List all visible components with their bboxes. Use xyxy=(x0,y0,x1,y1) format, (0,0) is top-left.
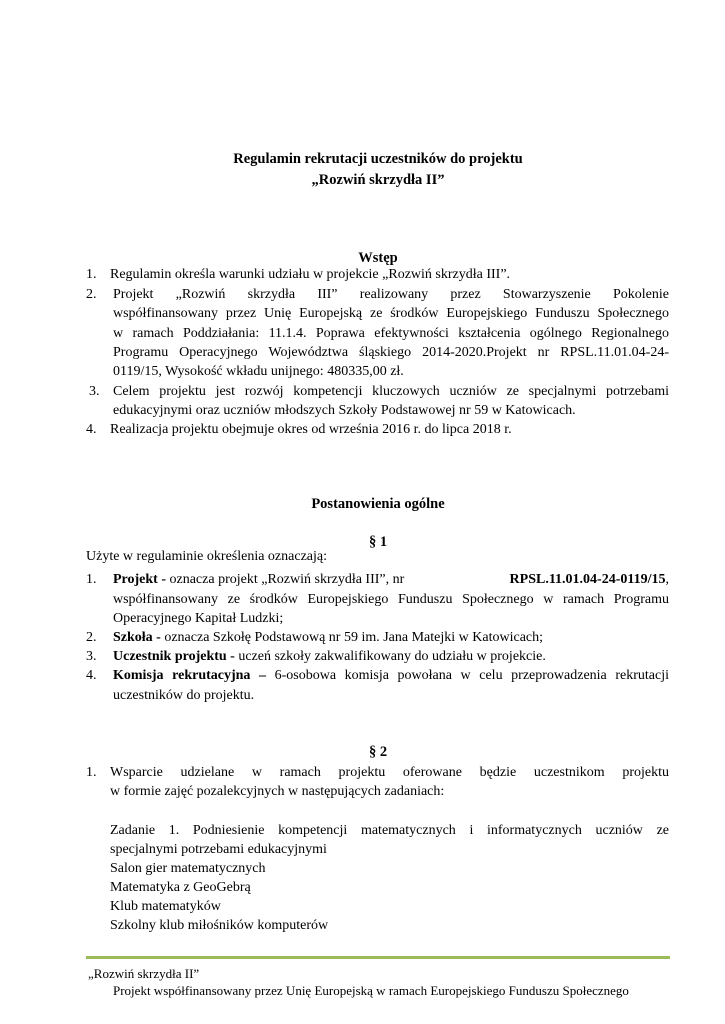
definitions-intro: Użyte w regulaminie określenia oznaczają: xyxy=(86,549,327,564)
section-heading-postanowienia: Postanowienia ogólne xyxy=(311,496,445,512)
list-item-text: Realizacja projektu obejmuje okres od września 2016 r. do lipca 2018 r. xyxy=(110,422,512,437)
list-number: 3. xyxy=(89,384,100,399)
definition-text: współfinansowany ze środków Europejskiego Funduszu Społecznego w ramach Programu xyxy=(113,592,669,607)
list-item-text: 0119/15, Wysokość wkładu unijnego: 480335,00 zł. xyxy=(113,364,404,379)
definition-text: Operacyjnego Kapitał Ludzki; xyxy=(113,611,284,626)
task-description: specjalnymi potrzebami edukacyjnymi xyxy=(110,842,327,857)
footer-cofinancing-note: Projekt współfinansowany przez Unię Europejską w ramach Europejskiego Funduszu Społecznego xyxy=(113,983,629,998)
project-name-title: „Rozwiń skrzydła II” xyxy=(311,172,445,188)
list-item-text: Projekt „Rozwiń skrzydła III” realizowany przez Stowarzyszenie Pokolenie xyxy=(113,287,669,302)
definition-text: uczeń szkoły zakwalifikowany do udziału w projekcie. xyxy=(234,649,546,664)
section-heading-wstep: Wstęp xyxy=(358,250,398,266)
support-text: Wsparcie udzielane w ramach projektu oferowane będzie uczestnikom projektu xyxy=(110,765,669,780)
activity-item: Szkolny klub miłośników komputerów xyxy=(110,918,329,933)
definition-text: oznacza Szkołę Podstawową nr 59 im. Jana Matejki w Katowicach; xyxy=(160,630,544,645)
activity-item: Matematyka z GeoGebrą xyxy=(110,880,251,895)
definition-text: uczestników do projektu. xyxy=(113,688,255,703)
list-item-text: w ramach Poddziałania: 11.1.4. Poprawa efektywności kształcenia ogólnego Regionalnego xyxy=(113,326,669,341)
punctuation: , xyxy=(665,572,669,587)
definition-szkola xyxy=(113,628,543,648)
footer-project-name: „Rozwiń skrzydła II” xyxy=(88,966,200,981)
definition-text: 6-osobowa komisja powołana w celu przeprowadzenia rekrutacji xyxy=(266,668,669,683)
list-number: 2. xyxy=(86,287,97,302)
project-number: RPSL.11.01.04-24-0119/15 xyxy=(509,572,666,587)
task-description: Zadanie 1. Podniesienie kompetencji matematycznych i informatycznych uczniów ze xyxy=(110,823,669,838)
list-number: 2. xyxy=(86,630,97,645)
term-komisja: Komisja rekrutacyjna – xyxy=(113,668,267,683)
list-item-text: Regulamin określa warunki udziału w projekcie „Rozwiń skrzydła III”. xyxy=(110,267,511,282)
term-projekt: Projekt - xyxy=(113,572,166,587)
list-item-text: edukacyjnymi oraz uczniów młodszych Szkoły Podstawowej nr 59 w Katowicach. xyxy=(113,403,576,418)
activity-item: Klub matematyków xyxy=(110,899,221,914)
list-number: 4. xyxy=(86,422,97,437)
definition-uczestnik xyxy=(113,647,546,667)
activity-item: Salon gier matematycznych xyxy=(110,861,266,876)
list-item-text: współfinansowany przez Unię Europejską ze środków Europejskiego Funduszu Społecznego xyxy=(113,306,669,321)
definition-komisja xyxy=(113,666,669,686)
paragraph-sign-1: § 1 xyxy=(368,534,388,550)
definition-text: oznacza projekt „Rozwiń skrzydła III”, nr xyxy=(166,572,405,587)
definition-projekt xyxy=(113,570,669,590)
term-uczestnik: Uczestnik projektu - xyxy=(113,649,235,664)
paragraph-sign-2: § 2 xyxy=(368,744,388,760)
support-text: w formie zajęć pozalekcyjnych w następujących zadaniach: xyxy=(110,784,445,799)
footer-divider xyxy=(86,956,670,959)
term-szkola: Szkoła - xyxy=(113,630,161,645)
list-item-text: Celem projektu jest rozwój kompetencji kluczowych uczniów ze specjalnymi potrzebami xyxy=(113,384,669,399)
list-number: 1. xyxy=(86,765,97,780)
list-number: 4. xyxy=(86,668,97,683)
list-number: 1. xyxy=(86,267,97,282)
list-number: 3. xyxy=(86,649,97,664)
document-title: Regulamin rekrutacji uczestników do projektu xyxy=(233,151,523,167)
list-number: 1. xyxy=(86,572,97,587)
list-item-text: Programu Operacyjnego Województwa śląskiego 2014-2020.Projekt nr RPSL.11.01.04-24- xyxy=(113,345,669,360)
